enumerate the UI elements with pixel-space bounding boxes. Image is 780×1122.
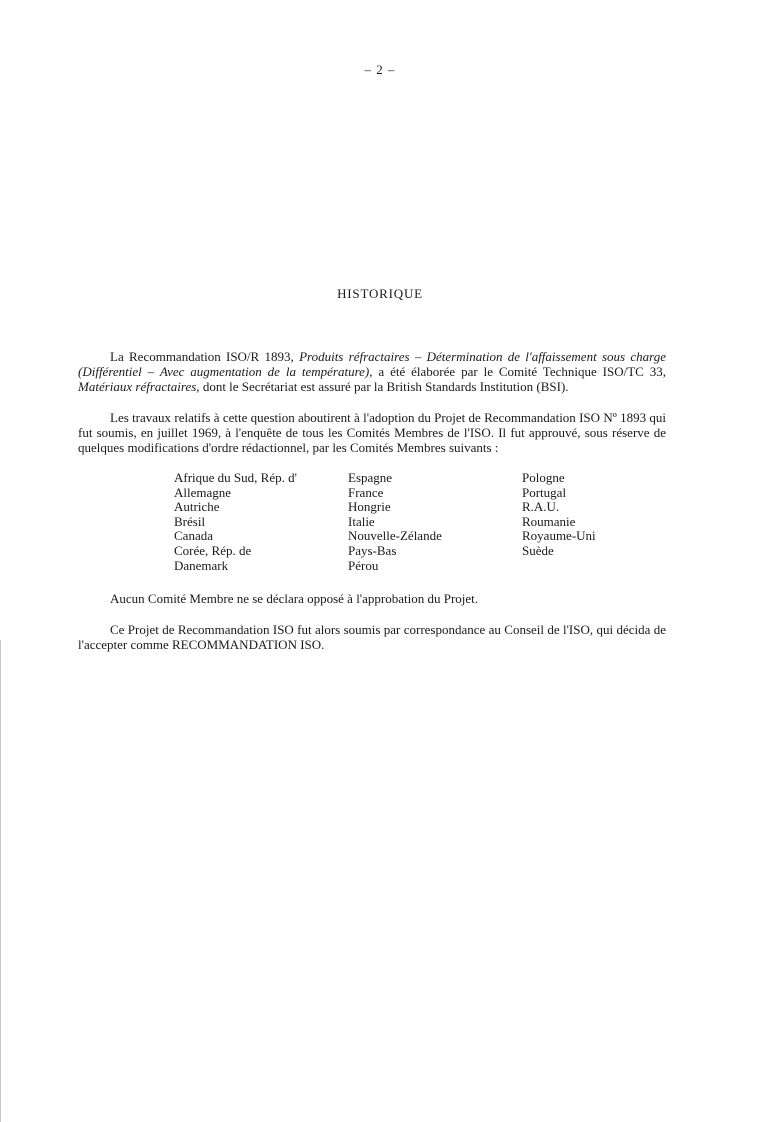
member-item: Portugal (522, 484, 567, 500)
member-item: Roumanie (522, 513, 576, 529)
p1-text-3: dont le Secrétariat est assuré par la British Standards Institution (BSI). (199, 379, 569, 394)
p4-text: Ce Projet de Recommandation ISO fut alors soumis par correspondance au Conseil de l'ISO, qui décida de l'accepter comme RECOMMANDATION ISO. (78, 622, 666, 652)
p1-text-1: La Recommandation ISO/R 1893, (110, 349, 300, 364)
p1-text-2: a été élaborée par le Comité Technique ISO/TC 33, (372, 364, 666, 379)
history-paragraph-2 (78, 410, 666, 455)
member-item: Autriche (174, 499, 220, 515)
member-item: Pologne (522, 470, 565, 485)
member-bodies-list (174, 471, 672, 573)
member-item: Espagne (348, 470, 393, 485)
member-item: Allemagne (174, 484, 232, 500)
member-item: France (348, 484, 384, 500)
p2-text: Les travaux relatifs à cette question aboutirent à l'adoption du Projet de Recommandation ISO Nº 1893 qui fut soumis, en juillet 1969, à l'enquête de tous les Comités Membres de l'ISO. Il fut approuvé, sous réserve de quelques modifications d'ordre rédactionnel, par les Comités Membres suivants : (78, 410, 666, 455)
member-item: Royaume-Uni (522, 528, 596, 544)
member-item: Suède (522, 542, 554, 558)
member-item: Nouvelle-Zélande (348, 528, 442, 544)
section-heading: HISTORIQUE (337, 286, 423, 301)
p1-committee-title: Matériaux réfractaires, (78, 379, 200, 394)
member-item: Italie (348, 513, 375, 529)
member-item: Hongrie (348, 499, 391, 515)
p1-standard-title: Produits réfractaires – Détermination de l'affaissement sous charge (Différentiel – Avec augmentation de la température), (78, 349, 667, 379)
member-item: Canada (174, 528, 213, 544)
member-item: Afrique du Sud, Rép. d' (174, 470, 297, 485)
member-item: Pérou (348, 557, 379, 573)
member-item: Danemark (174, 557, 229, 573)
member-item: Corée, Rép. de (174, 542, 252, 558)
member-column-3 (522, 471, 672, 573)
page-number: – 2 – (364, 62, 396, 77)
history-paragraph-1 (78, 349, 666, 394)
member-column-2 (348, 471, 522, 573)
member-item: Brésil (174, 513, 206, 529)
member-item: Pays-Bas (348, 542, 397, 558)
history-paragraph-4 (78, 622, 666, 652)
member-column-1 (174, 471, 348, 573)
history-paragraph-3: Aucun Comité Membre ne se déclara opposé à l'approbation du Projet. (110, 591, 479, 606)
member-item: R.A.U. (522, 499, 560, 515)
scan-edge-line (0, 640, 1, 1122)
